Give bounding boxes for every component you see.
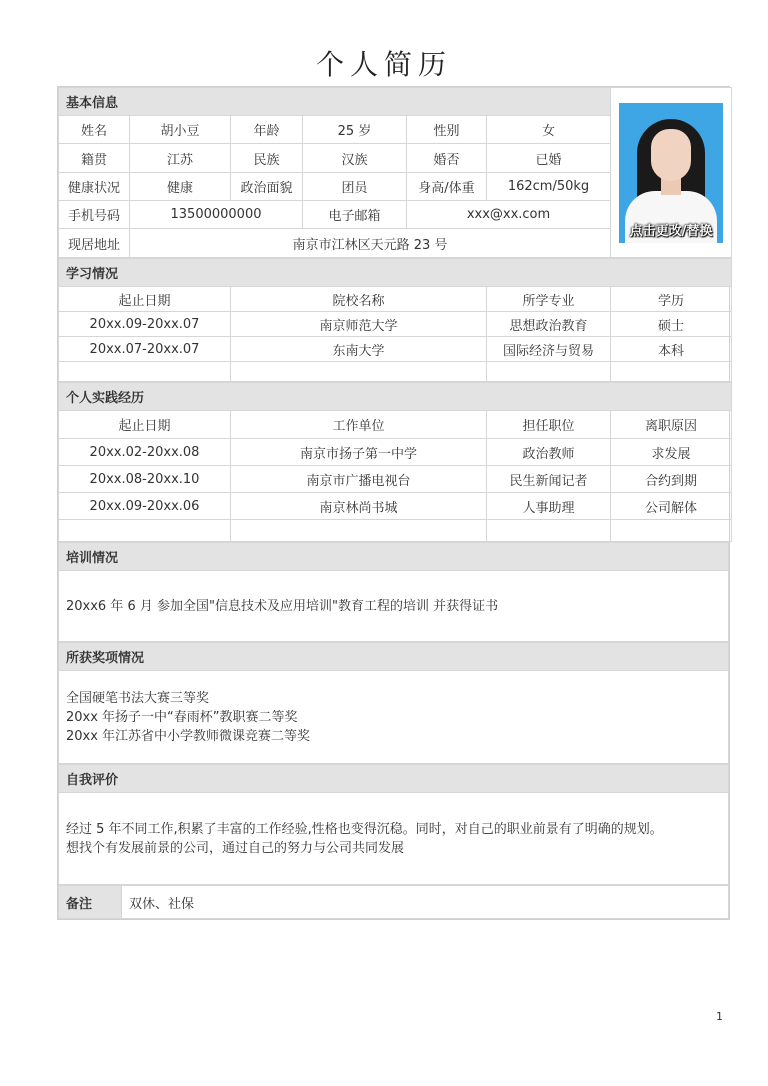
- phone-value[interactable]: 13500000000: [130, 201, 303, 229]
- edu-major[interactable]: 思想政治教育: [487, 312, 611, 337]
- practice-reason[interactable]: [611, 520, 732, 542]
- edu-major[interactable]: 国际经济与贸易: [487, 337, 611, 362]
- practice-col-reason: 离职原因: [611, 411, 732, 439]
- education-col-date: 起止日期: [59, 287, 231, 312]
- political-value[interactable]: 团员: [303, 173, 407, 201]
- edu-school[interactable]: 南京师范大学: [231, 312, 487, 337]
- edu-date[interactable]: [59, 362, 231, 382]
- height-weight-value[interactable]: 162cm/50kg: [487, 173, 611, 201]
- name-value[interactable]: 胡小豆: [130, 116, 231, 144]
- practice-date[interactable]: [59, 520, 231, 542]
- edu-date[interactable]: 20xx.09-20xx.07: [59, 312, 231, 337]
- edu-major[interactable]: [487, 362, 611, 382]
- award-line: 20xx 年江苏省中小学教师微课竞赛二等奖: [66, 728, 311, 744]
- ethnic-value[interactable]: 汉族: [303, 144, 407, 173]
- awards-header: 所获奖项情况: [59, 643, 729, 671]
- ethnic-label: 民族: [231, 144, 303, 173]
- practice-position[interactable]: 政治教师: [487, 439, 611, 466]
- edu-school[interactable]: [231, 362, 487, 382]
- practice-date[interactable]: 20xx.02-20xx.08: [59, 439, 231, 466]
- table-row: [59, 466, 732, 493]
- practice-employer[interactable]: 南京林尚书城: [231, 493, 487, 520]
- practice-header: 个人实践经历: [59, 383, 732, 411]
- edu-degree[interactable]: 硕士: [611, 312, 732, 337]
- practice-employer[interactable]: 南京市广播电视台: [231, 466, 487, 493]
- email-value[interactable]: xxx@xx.com: [407, 201, 611, 229]
- political-label: 政治面貌: [231, 173, 303, 201]
- table-row: [59, 312, 732, 337]
- table-row: [59, 337, 732, 362]
- profile-photo[interactable]: [619, 103, 723, 243]
- marital-label: 婚否: [407, 144, 487, 173]
- address-label: 现居地址: [59, 229, 130, 258]
- education-col-degree: 学历: [611, 287, 732, 312]
- native-label: 籍贯: [59, 144, 130, 173]
- native-value[interactable]: 江苏: [130, 144, 231, 173]
- practice-section: [58, 382, 732, 542]
- awards-section: [58, 642, 729, 764]
- page-number: 1: [716, 1010, 723, 1023]
- remark-value[interactable]: 双休、社保: [122, 886, 729, 919]
- self-evaluation-line: 经过 5 年不同工作,积累了丰富的工作经验,性格也变得沉稳。同时，对自己的职业前景有了明确的规划。: [66, 821, 663, 837]
- phone-label: 手机号码: [59, 201, 130, 229]
- education-header: 学习情况: [59, 259, 732, 287]
- remark-label: 备注: [59, 886, 122, 919]
- training-header: 培训情况: [59, 543, 729, 571]
- practice-reason[interactable]: 合约到期: [611, 466, 732, 493]
- training-section: [58, 542, 729, 642]
- edu-degree[interactable]: [611, 362, 732, 382]
- education-section: [58, 258, 732, 382]
- practice-date[interactable]: 20xx.08-20xx.10: [59, 466, 231, 493]
- self-evaluation-line: 想找个有发展前景的公司，通过自己的努力与公司共同发展: [66, 840, 405, 856]
- photo-cell[interactable]: [611, 88, 732, 258]
- gender-value[interactable]: 女: [487, 116, 611, 144]
- award-line: 20xx 年扬子一中“春雨杯”教职赛二等奖: [66, 709, 298, 725]
- email-label: 电子邮箱: [303, 201, 407, 229]
- practice-position[interactable]: [487, 520, 611, 542]
- practice-col-employer: 工作单位: [231, 411, 487, 439]
- table-row: [59, 493, 732, 520]
- height-weight-label: 身高/体重: [407, 173, 487, 201]
- edu-date[interactable]: 20xx.07-20xx.07: [59, 337, 231, 362]
- awards-text[interactable]: [59, 671, 729, 764]
- training-text[interactable]: 20xx6 年 6 月 参加全国"信息技术及应用培训"教育工程的培训 并获得证书: [59, 571, 729, 642]
- practice-employer[interactable]: 南京市扬子第一中学: [231, 439, 487, 466]
- self-evaluation-text[interactable]: [59, 793, 729, 885]
- age-value[interactable]: 25 岁: [303, 116, 407, 144]
- education-col-school: 院校名称: [231, 287, 487, 312]
- practice-reason[interactable]: 公司解体: [611, 493, 732, 520]
- edu-degree[interactable]: 本科: [611, 337, 732, 362]
- marital-value[interactable]: 已婚: [487, 144, 611, 173]
- address-value[interactable]: 南京市江林区天元路 23 号: [130, 229, 611, 258]
- basic-info-section: [58, 87, 732, 258]
- resume-title: 个人简历: [315, 48, 452, 81]
- remark-section: [58, 885, 729, 919]
- basic-info-header: 基本信息: [59, 88, 611, 116]
- table-row: [59, 439, 732, 466]
- practice-position[interactable]: 人事助理: [487, 493, 611, 520]
- age-label: 年龄: [231, 116, 303, 144]
- practice-reason[interactable]: 求发展: [611, 439, 732, 466]
- practice-col-date: 起止日期: [59, 411, 231, 439]
- resume-table: [57, 86, 730, 920]
- self-evaluation-header: 自我评价: [59, 765, 729, 793]
- education-col-major: 所学专业: [487, 287, 611, 312]
- practice-employer[interactable]: [231, 520, 487, 542]
- award-line: 全国硬笔书法大赛三等奖: [66, 690, 210, 706]
- table-row: [59, 520, 732, 542]
- practice-position[interactable]: 民生新闻记者: [487, 466, 611, 493]
- photo-replace-caption[interactable]: 点击更改/替换: [629, 223, 713, 239]
- table-row: [59, 362, 732, 382]
- edu-school[interactable]: 东南大学: [231, 337, 487, 362]
- practice-date[interactable]: 20xx.09-20xx.06: [59, 493, 231, 520]
- gender-label: 性别: [407, 116, 487, 144]
- health-value[interactable]: 健康: [130, 173, 231, 201]
- practice-col-position: 担任职位: [487, 411, 611, 439]
- health-label: 健康状况: [59, 173, 130, 201]
- name-label: 姓名: [59, 116, 130, 144]
- self-evaluation-section: [58, 764, 729, 885]
